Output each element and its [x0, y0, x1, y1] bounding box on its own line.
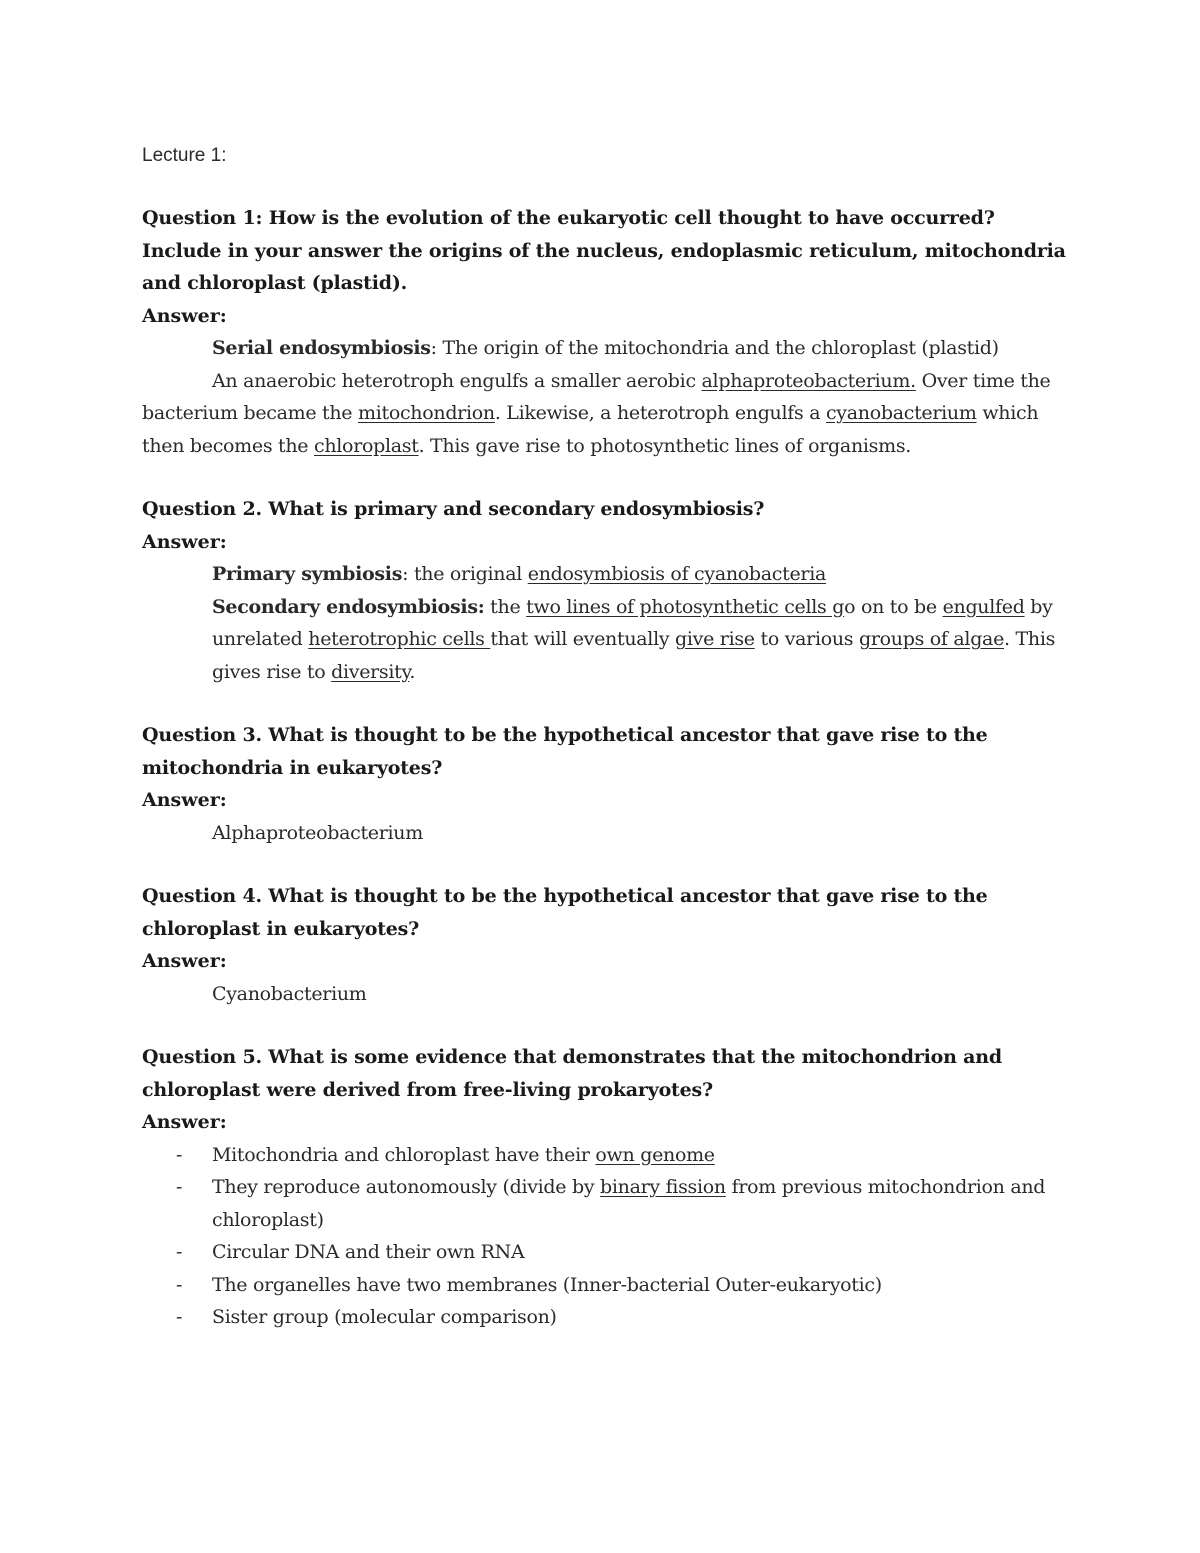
- q2-secondary-paragraph: [142, 591, 1072, 689]
- q1-explanation-paragraph: [142, 365, 1072, 463]
- list-item: [142, 1269, 1072, 1302]
- q1-term: Serial endosymbiosis: [212, 337, 431, 359]
- question-block-4: [142, 880, 1072, 1010]
- dash-bullet: -: [176, 1241, 183, 1263]
- q1-serial-endosymbiosis-line: [142, 332, 1072, 365]
- list-item: [142, 1139, 1072, 1172]
- q2-text-3: by unrelated: [212, 595, 1053, 650]
- dash-bullet: -: [176, 1176, 183, 1198]
- q1-term-rest: : The origin of the mitochondria and the chloroplast (plastid): [430, 337, 999, 359]
- q5-item4-text: The organelles have two membranes (Inner-bacterial Outer-eukaryotic): [212, 1273, 882, 1296]
- dash-bullet: -: [176, 1306, 183, 1328]
- q2-text-6: . This gives rise to: [212, 628, 1056, 683]
- dash-bullet: -: [176, 1273, 183, 1296]
- q2-text-5: to various: [754, 628, 859, 650]
- q2-text-7: .: [409, 660, 416, 683]
- q5-item5-text: Sister group (molecular comparison): [212, 1306, 557, 1328]
- q5-item3-text: Circular DNA and their own RNA: [212, 1241, 525, 1263]
- q1-text-5: . This gave rise to photosynthetic lines of organisms.: [418, 434, 912, 457]
- q3-answer: Alphaproteobacterium: [212, 821, 423, 844]
- question-2-text: Question 2. What is primary and secondary endosymbiosis?: [142, 498, 765, 520]
- answer-label-1: Answer:: [142, 304, 227, 327]
- q1-underline-cyanobacterium: cyanobacterium: [825, 402, 977, 424]
- q2-underline-heterotrophic: heterotrophic cells: [308, 628, 491, 650]
- q5-underline-binary-fission: binary fission: [600, 1176, 726, 1198]
- answer-label-4: Answer:: [142, 950, 227, 972]
- q2-primary-line: [142, 558, 1072, 591]
- question-5-text: Question 5. What is some evidence that demonstrates that the mitochondrion and chloroplast were derived from free-living prokaryotes?: [142, 1046, 1002, 1101]
- q5-evidence-list: [142, 1139, 1072, 1334]
- q1-text-3: . Likewise, a heterotroph engulfs a: [494, 402, 826, 424]
- q2-text-2: o on to be: [844, 595, 943, 618]
- q2-primary-term: Primary symbiosis: [212, 563, 403, 585]
- question-4-text: Question 4. What is thought to be the hypothetical ancestor that gave rise to the chloroplast in eukaryotes?: [142, 885, 988, 940]
- lecture-title: Lecture 1:: [142, 145, 227, 166]
- q5-item2-text: They reproduce autonomously (divide by: [212, 1176, 601, 1198]
- q1-underline-mitochondrion: mitochondrion: [358, 402, 495, 424]
- q2-underline-engulfed: engulfed: [942, 595, 1025, 618]
- q5-item1-text: Mitochondria and chloroplast have their: [212, 1143, 596, 1166]
- dash-bullet: -: [176, 1143, 183, 1166]
- q2-text-4: that will eventually: [490, 628, 676, 650]
- q1-underline-chloroplast: chloroplast: [314, 434, 419, 457]
- answer-label-2: Answer:: [142, 530, 227, 553]
- q2-underline-groups-of-algae: groups of algae: [859, 628, 1005, 650]
- question-block-1: [142, 202, 1072, 462]
- answer-label-3: Answer:: [142, 789, 227, 811]
- list-item: [142, 1301, 1072, 1334]
- q1-text-4: which then becomes the: [142, 402, 1039, 457]
- list-item: [142, 1171, 1072, 1236]
- q2-underline-two-lines: two lines of photosynthetic cells g: [526, 595, 845, 618]
- q2-underline-endosymbiosis: endosymbiosis of cyanobacteria: [527, 563, 827, 585]
- q1-text-1: An anaerobic heterotroph engulfs a smaller aerobic: [212, 369, 702, 392]
- document-page: [142, 140, 1072, 1365]
- question-1-text: Question 1: How is the evolution of the eukaryotic cell thought to have occurred? Include in your answer the origins of the nucleus, endoplasmic reticulum, mitochondria and chloroplast (plastid).: [142, 207, 1066, 294]
- q2-underline-diversity: diversity: [331, 660, 410, 683]
- q2-secondary-term: Secondary endosymbiosis:: [212, 595, 485, 618]
- q2-primary-rest: : the original: [402, 563, 528, 585]
- q2-underline-give-rise: give rise: [675, 628, 755, 650]
- question-3-text: Question 3. What is thought to be the hypothetical ancestor that gave rise to the mitochondria in eukaryotes?: [142, 724, 988, 779]
- q5-item2-rest: from previous mitochondrion and chloroplast): [212, 1176, 1046, 1231]
- question-block-2: [142, 493, 1072, 688]
- q2-text-1: the: [484, 595, 527, 618]
- q4-answer: Cyanobacterium: [212, 982, 367, 1005]
- q1-underline-alphaproteobacterium: alphaproteobacterium.: [701, 369, 916, 392]
- answer-label-5: Answer:: [142, 1111, 227, 1133]
- question-block-5: [142, 1041, 1072, 1334]
- question-block-3: [142, 719, 1072, 849]
- q1-text-2: Over time the bacterium became the: [142, 369, 1051, 424]
- q5-underline-own-genome: own genome: [595, 1143, 715, 1166]
- list-item: [142, 1236, 1072, 1269]
